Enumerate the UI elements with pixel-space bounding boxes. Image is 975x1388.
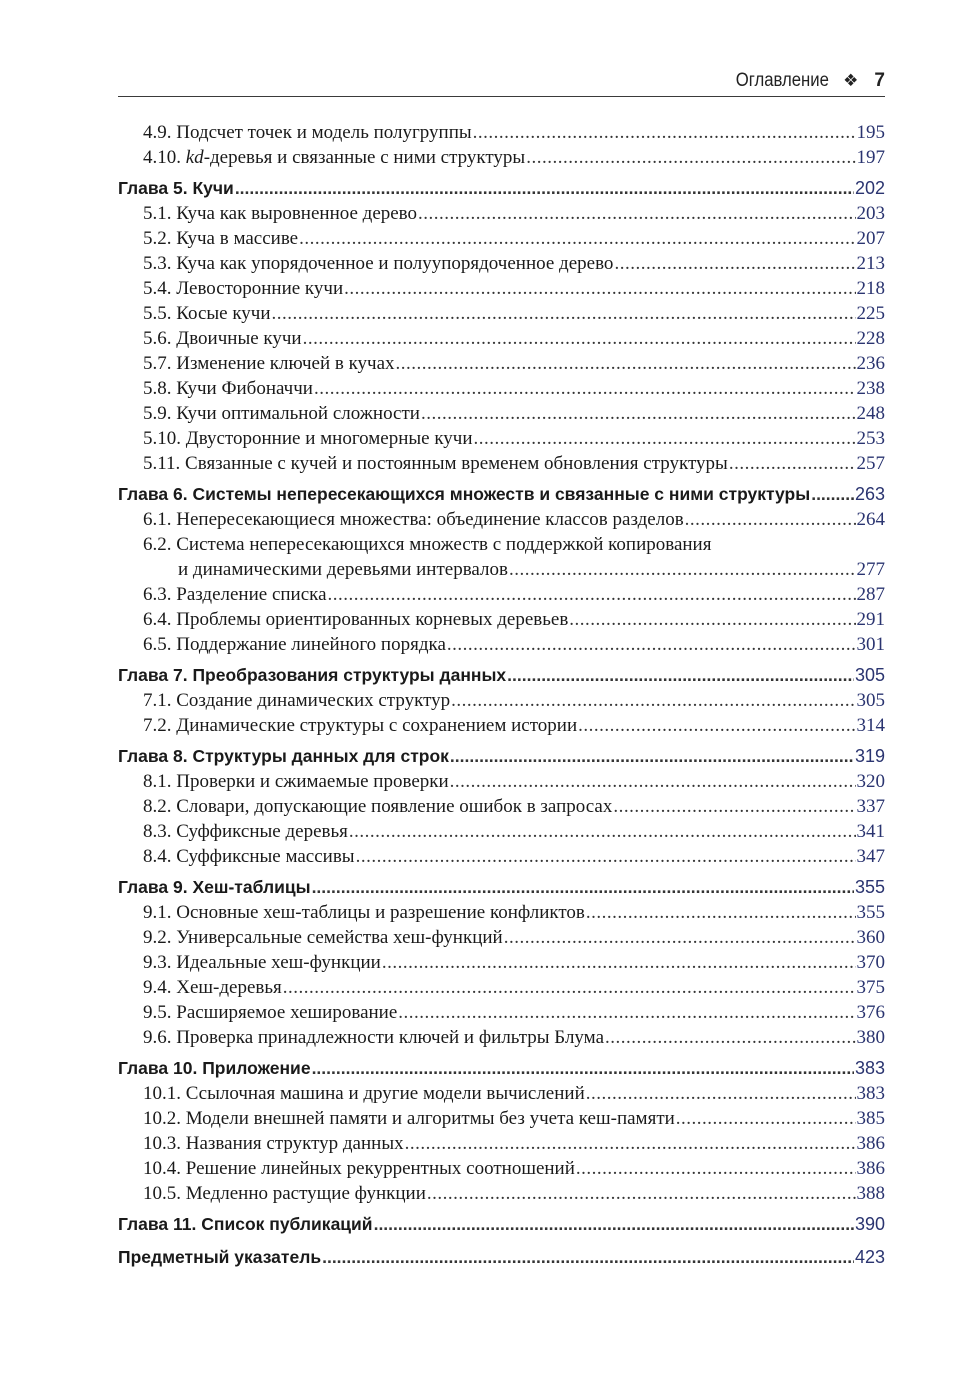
toc-page-number: 319 [854,746,885,766]
leader-dots [504,925,856,950]
leader-dots [421,401,856,426]
toc-entry-5-6[interactable]: 5.6. Двоичные кучи ..... 228 [118,326,885,351]
toc-chapter-5[interactable]: Глава 5. Кучи ..... 202 [118,176,885,201]
toc-page-number: 305 [856,690,885,711]
leader-dots [382,950,856,975]
leader-dots [569,607,855,632]
toc-page-number: 375 [856,977,885,998]
leader-dots [405,1131,856,1156]
toc-entry-10-5[interactable]: 10.5. Медленно растущие функции ..... 388 [118,1181,885,1206]
toc-page-number: 337 [856,796,885,817]
toc-chapter-7[interactable]: Глава 7. Преобразования структуры данных ..... 305 [118,663,885,688]
toc-page-number: 213 [856,253,885,274]
toc-page-number: 236 [856,353,885,374]
toc-page-number: 305 [854,665,885,685]
toc-entry-10-1[interactable]: 10.1. Ссылочная машина и другие модели вычислений ..... 383 [118,1081,885,1106]
toc-page-number: 341 [856,821,885,842]
toc-page-number: 347 [856,846,885,867]
toc-entry-6-2[interactable]: 6.2. Система непересекающихся множеств с поддержкой копирования [143,534,712,555]
leader-dots [299,226,855,251]
toc-page-number: 218 [856,278,885,299]
running-header-title: Оглавление [735,70,830,91]
toc-entry-4-9[interactable]: 4.9. Подсчет точек и модель полугруппы ..... 195 [118,120,885,145]
toc-entry-6-5[interactable]: 6.5. Поддержание линейного порядка ..... 301 [118,632,885,657]
leader-dots [605,1025,855,1050]
toc-page-number: 291 [856,609,885,630]
toc-page-number: 301 [856,634,885,655]
toc-entry-5-2[interactable]: 5.2. Куча в массиве ..... 207 [118,226,885,251]
toc-page-number: 257 [856,453,885,474]
leader-dots [586,900,856,925]
toc-entry-6-4[interactable]: 6.4. Проблемы ориентированных корневых деревьев ..... 291 [118,607,885,632]
leader-dots [344,276,855,301]
toc-page-number: 388 [856,1183,885,1204]
toc-entry-5-10[interactable]: 5.10. Двусторонние и многомерные кучи ..... 253 [118,426,885,451]
toc-entry-8-4[interactable]: 8.4. Суффиксные массивы ..... 347 [118,844,885,869]
leader-dots [811,482,854,507]
toc-page-number: 360 [856,927,885,948]
toc-page-number: 207 [856,228,885,249]
toc-entry-9-6[interactable]: 9.6. Проверка принадлежности ключей и фильтры Блума ..... 380 [118,1025,885,1050]
leader-dots [314,376,856,401]
toc-entry-5-3[interactable]: 5.3. Куча как упорядоченное и полуупорядоченное дерево ..... 213 [118,251,885,276]
toc-chapter-10[interactable]: Глава 10. Приложение ..... 383 [118,1056,885,1081]
toc-page-number: 355 [856,902,885,923]
toc-page-number: 423 [854,1247,885,1267]
table-of-contents [118,120,885,1270]
toc-entry-9-4[interactable]: 9.4. Хеш-деревья ..... 375 [118,975,885,1000]
toc-page-number: 225 [856,303,885,324]
toc-subject-index[interactable]: Предметный указатель ..... 423 [118,1245,885,1270]
toc-entry-9-3[interactable]: 9.3. Идеальные хеш-функции ..... 370 [118,950,885,975]
toc-page-number: 386 [856,1133,885,1154]
leader-dots [578,713,855,738]
leader-dots [507,663,854,688]
leader-dots [303,326,856,351]
leader-dots [283,975,856,1000]
leader-dots [447,632,856,657]
leader-dots [614,251,855,276]
leader-dots [322,1245,854,1270]
toc-page-number: 253 [856,428,885,449]
leader-dots [398,1000,855,1025]
leader-dots [526,145,855,170]
toc-entry-5-5[interactable]: 5.5. Косые кучи ..... 225 [118,301,885,326]
toc-chapter-6[interactable]: Глава 6. Системы непересекающихся множеств и связанные с ними структуры ..... 263 [118,482,885,507]
toc-page-number: 277 [856,559,885,580]
toc-page-number: 195 [856,122,885,143]
leader-dots [312,875,854,900]
toc-entry-8-2[interactable]: 8.2. Словари, допускающие появление ошибок в запросах ..... 337 [118,794,885,819]
leader-dots [450,769,856,794]
toc-page-number: 386 [856,1158,885,1179]
toc-page-number: 383 [856,1083,885,1104]
toc-entry-6-2-continued[interactable]: и динамическими деревьями интервалов ..... 277 [118,557,885,582]
toc-entry-5-4[interactable]: 5.4. Левосторонние кучи ..... 218 [118,276,885,301]
toc-page-number: 197 [856,147,885,168]
toc-page-number: 228 [856,328,885,349]
leader-dots [676,1106,856,1131]
toc-entry-10-2[interactable]: 10.2. Модели внешней памяти и алгоритмы без учета кеш-памяти ..... 385 [118,1106,885,1131]
toc-entry-5-11[interactable]: 5.11. Связанные с кучей и постоянным временем обновления структуры ..... 257 [118,451,885,476]
running-header [118,66,885,97]
leader-dots [729,451,856,476]
leader-dots [586,1081,856,1106]
toc-page-number: 385 [856,1108,885,1129]
leader-dots [450,744,854,769]
toc-page-number: 376 [856,1002,885,1023]
leader-dots [685,507,856,532]
toc-page-number: 370 [856,952,885,973]
toc-entry-8-3[interactable]: 8.3. Суффиксные деревья ..... 341 [118,819,885,844]
toc-page-number: 264 [856,509,885,530]
toc-entry-7-2[interactable]: 7.2. Динамические структуры с сохранением истории ..... 314 [118,713,885,738]
leader-dots [349,819,856,844]
toc-page-number: 287 [856,584,885,605]
toc-chapter-9[interactable]: Глава 9. Хеш-таблицы ..... 355 [118,875,885,900]
leader-dots [356,844,856,869]
page-number: 7 [874,70,885,91]
leader-dots [451,688,855,713]
toc-page-number: 390 [854,1214,885,1234]
toc-page-number: 355 [854,877,885,897]
toc-entry-6-3[interactable]: 6.3. Разделение списка ..... 287 [118,582,885,607]
leader-dots [473,120,856,145]
toc-entry-5-7[interactable]: 5.7. Изменение ключей в кучах ..... 236 [118,351,885,376]
toc-entry-4-10[interactable]: 4.10. kd-деревья и связанные с ними структуры ..... 197 [118,145,885,170]
toc-page-number: 314 [856,715,885,736]
leader-dots [328,582,856,607]
toc-entry-8-1[interactable]: 8.1. Проверки и сжимаемые проверки ..... 320 [118,769,885,794]
toc-entry-5-9[interactable]: 5.9. Кучи оптимальной сложности ..... 248 [118,401,885,426]
leader-dots [374,1212,854,1237]
toc-entry-9-2[interactable]: 9.2. Универсальные семейства хеш-функций ..... 360 [118,925,885,950]
toc-entry-9-1[interactable]: 9.1. Основные хеш-таблицы и разрешение конфликтов ..... 355 [118,900,885,925]
toc-entry-10-3[interactable]: 10.3. Названия структур данных ..... 386 [118,1131,885,1156]
toc-page-number: 380 [856,1027,885,1048]
toc-page-number: 203 [856,203,885,224]
leader-dots [474,426,856,451]
ornament-icon: ❖ [843,71,859,90]
toc-page-number: 238 [856,378,885,399]
leader-dots [312,1056,854,1081]
toc-entry-10-4[interactable]: 10.4. Решение линейных рекуррентных соотношений ..... 386 [118,1156,885,1181]
toc-chapter-11[interactable]: Глава 11. Список публикаций ..... 390 [118,1212,885,1237]
leader-dots [396,351,856,376]
toc-entry-5-1[interactable]: 5.1. Куча как выровненное дерево ..... 203 [118,201,885,226]
leader-dots [576,1156,856,1181]
toc-chapter-8[interactable]: Глава 8. Структуры данных для строк ..... 319 [118,744,885,769]
toc-entry-6-1[interactable]: 6.1. Непересекающиеся множества: объединение классов разделов ..... 264 [118,507,885,532]
toc-page-number: 320 [856,771,885,792]
leader-dots [427,1181,856,1206]
leader-dots [235,176,854,201]
leader-dots [613,794,855,819]
leader-dots [418,201,855,226]
toc-page-number: 202 [854,178,885,198]
toc-entry-9-5[interactable]: 9.5. Расширяемое хеширование ..... 376 [118,1000,885,1025]
toc-entry-5-8[interactable]: 5.8. Кучи Фибоначчи ..... 238 [118,376,885,401]
toc-entry-7-1[interactable]: 7.1. Создание динамических структур ..... 305 [118,688,885,713]
toc-page-number: 263 [854,484,885,504]
leader-dots [272,301,856,326]
leader-dots [509,557,856,582]
toc-page-number: 383 [854,1058,885,1078]
toc-page-number: 248 [856,403,885,424]
